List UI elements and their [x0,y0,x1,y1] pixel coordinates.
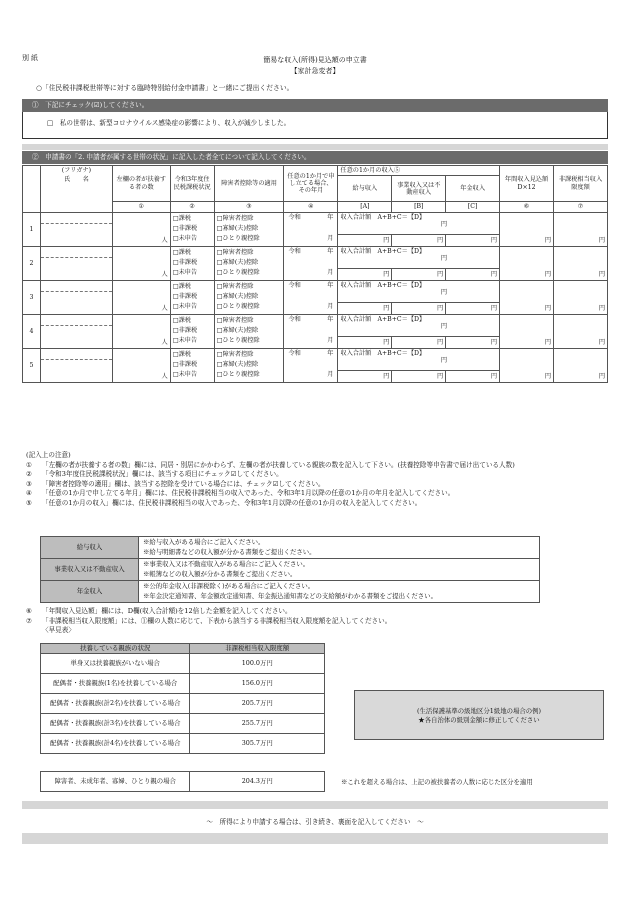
business-cell[interactable] [392,302,446,314]
note-number: ③ [26,479,32,488]
limit-status: 配偶者・扶養親族(1名)を扶養している場合 [41,674,190,694]
limit-cell[interactable] [554,246,608,280]
page-title: 簡易な収入(所得)見込額の申立書 [263,56,367,64]
income-types-table [40,536,540,603]
dependents-cell[interactable] [112,246,170,280]
header-name: (フリガナ) 氏 名 [40,166,112,213]
income-type-note-line: ※帳簿などの収入額が分かる書類をご提出ください。 [143,569,297,578]
yen-unit: 円 [490,339,498,347]
business-cell[interactable] [392,370,446,382]
page-subtitle: 【家計急変者】 [290,67,340,75]
month-cell[interactable] [284,314,338,348]
note-item [26,489,606,499]
header-num6: ⑥ [500,202,554,212]
tax-option-checkbox[interactable]: □未申告 [172,268,198,276]
income-type-note-line: ※給与明細書などの収入額が分かる書類をご提出ください。 [143,547,316,556]
total-label: 収入合計額 A+B+C＝【D】 [340,213,426,221]
note-item [26,470,606,480]
income-type-note-line: ※給与収入がある場合にご記入ください。 [143,538,265,546]
year-label: 年 [327,247,334,255]
note-number: ⑦ [26,616,32,625]
limit-status: 単身又は扶養親族がいない場合 [41,654,190,674]
limit-cell[interactable] [554,212,608,246]
month-cell[interactable] [284,246,338,280]
yen-unit: 円 [598,339,605,347]
year-label: 年 [327,315,334,323]
deduction-option-checkbox[interactable]: □ひとり親控除 [216,336,260,344]
note-text: 「年間収入見込額」欄には、D欄(収入合計額)を12倍した金額を記入してください。 [42,607,292,615]
header-annual: 年間収入見込額 D×12 [500,166,554,202]
yen-unit: 円 [383,339,390,347]
yen-unit: 円 [383,305,390,313]
yen-unit: 円 [490,237,498,245]
tax-status-cell[interactable] [170,246,214,280]
header-num2: ② [170,202,214,212]
tax-status-cell[interactable] [170,348,214,382]
header-label-b: [B] [392,202,446,212]
era-label: 令和 [288,247,301,255]
note-text: 「任意の1か月の収入」欄には、住民税非課税相当の収入であった、令和3年1月以降の任意の1か月の収入を記入してください。 [42,498,422,507]
era-label: 令和 [288,349,301,357]
limit-status: 配偶者・扶養親族(計3名)を扶養している場合 [41,714,190,734]
business-cell[interactable] [392,268,446,280]
note-number: ④ [26,489,32,498]
tax-option-checkbox[interactable]: □未申告 [172,234,198,242]
salary-cell[interactable] [338,302,392,314]
name-cell[interactable] [40,212,112,246]
header-dependents: 左欄の者が扶養する者の数 [112,166,170,202]
month-label: 月 [327,235,334,243]
note-number: ① [26,460,32,469]
name-cell[interactable] [40,348,112,382]
yen-unit: 円 [383,373,390,381]
total-cell[interactable] [338,280,500,302]
person-unit: 人 [161,373,168,381]
grey-band-footer [22,833,608,844]
month-cell[interactable] [284,280,338,314]
grey-band-bottom [22,801,608,809]
person-unit: 人 [161,271,168,279]
yen-unit: 円 [440,255,448,263]
person-unit: 人 [161,305,168,313]
income-type-label: 給与収入 [41,537,139,559]
name-cell[interactable] [40,314,112,348]
total-cell[interactable] [338,348,500,370]
yen-unit: 円 [490,373,498,381]
table-row [23,348,608,370]
annual-cell[interactable] [500,246,554,280]
header-salary: 給与収入 [338,176,392,202]
header-tax-status: 令和3年度住民税課税状況 [170,166,214,202]
header-label-c: [C] [446,202,500,212]
note-number: ⑤ [26,498,32,507]
yen-unit: 円 [437,339,444,347]
limit-extra-table [40,771,325,792]
limit-header-amount: 非課税相当収入限度額 [190,644,325,654]
yen-unit: 円 [598,271,605,279]
yen-unit: 円 [437,305,444,313]
limit-amount: 205.7万円 [190,694,325,714]
level-example-line2: ★各自治体の級別金額に修正してください [418,716,540,724]
month-cell[interactable] [284,212,338,246]
pension-cell[interactable] [446,234,500,246]
name-cell[interactable] [40,246,112,280]
salary-cell[interactable] [338,268,392,280]
total-label: 収入合計額 A+B+C＝【D】 [340,315,426,323]
person-unit: 人 [161,237,168,245]
deduction-cell[interactable] [214,280,284,314]
limit-row [41,694,325,714]
section1-bar: ① 下記にチェック(☑)してください。 [22,99,608,112]
note-number: ② [26,470,32,479]
yen-unit: 円 [598,237,605,245]
pension-cell[interactable] [446,336,500,348]
note-number: ⑥ [26,607,32,615]
header-num4: ④ [284,202,338,212]
tax-option-checkbox[interactable]: □未申告 [172,370,198,378]
yen-unit: 円 [490,305,498,313]
deduction-option-checkbox[interactable]: □ひとり親控除 [216,370,260,378]
header-blank [23,166,41,213]
limit-cell[interactable] [554,348,608,382]
income-type-notes [139,581,540,603]
deduction-option-checkbox[interactable]: □障害者控除 [216,316,254,324]
income-type-row [41,581,540,603]
header-limit: 非課税相当収入限度額 [554,166,608,202]
note-text: 「障害者控除等の適用」欄は、該当する控除を受けている場合には、チェック☑してください。 [42,479,325,488]
income-type-note-line: ※年金決定通知書、年金額改定通知書、年金振込通知書などの支給額がわかる書類をご提出ください。 [143,591,437,600]
business-cell[interactable] [392,336,446,348]
footer-text: ～ 所得により申請する場合は、引き続き、裏面を記入してください ～ [206,818,424,826]
limit-row [41,654,325,674]
yen-unit: 円 [544,373,552,381]
yen-unit: 円 [440,323,448,331]
deduction-option-checkbox[interactable]: □障害者控除 [216,282,254,290]
era-label: 令和 [288,213,301,221]
month-label: 月 [327,269,334,277]
month-label: 月 [327,303,334,311]
limit-amount: 156.0万円 [190,674,325,694]
limit-cell[interactable] [554,314,608,348]
annual-cell[interactable] [500,314,554,348]
limit-extra-status: 障害者、未成年者、寡婦、ひとり親の場合 [41,772,190,792]
side-note: ※これを超える場合は、上記の被扶養者の人数に応じた区分を適用 [341,778,533,786]
section2-bar: ② 申請書の「2. 申請者が属する世帯の状況」に記入した者全てについて記入してください。 [22,151,608,164]
note-text: 「令和3年度住民税課税状況」欄には、該当する項目にチェック☑してください。 [42,470,283,479]
total-cell[interactable] [338,246,500,268]
table-row [23,246,608,268]
pension-cell[interactable] [446,302,500,314]
note-item [26,607,606,617]
limit-status: 配偶者・扶養親族(計4名)を扶養している場合 [41,734,190,754]
income-type-notes [139,537,540,559]
row-number: 4 [23,314,41,348]
intro-text: ○「住民税非課税世帯等に対する臨時特別給付金申請書」と一緒にご提出ください。 [36,84,294,92]
deduction-cell[interactable] [214,246,284,280]
tax-option-checkbox[interactable]: □未申告 [172,302,198,310]
deduction-option-checkbox[interactable]: □障害者控除 [216,248,254,256]
note-item [26,480,606,490]
yen-unit: 円 [544,271,552,279]
era-label: 令和 [288,281,301,289]
limit-row [41,734,325,754]
month-label: 月 [327,371,334,379]
row-number: 2 [23,246,41,280]
yen-unit: 円 [544,305,552,313]
grey-band [22,144,608,150]
tax-option-checkbox[interactable]: □非課税 [172,292,198,300]
tax-status-cell[interactable] [170,212,214,246]
limit-cell[interactable] [554,280,608,314]
limit-amount: 255.7万円 [190,714,325,734]
income-type-note-line: ※事業収入又は不動産収入がある場合にご記入ください。 [143,560,310,568]
deduction-cell[interactable] [214,348,284,382]
tax-option-checkbox[interactable]: □課税 [172,316,191,324]
row-number: 1 [23,212,41,246]
deduction-cell[interactable] [214,314,284,348]
annual-cell[interactable] [500,280,554,314]
deduction-cell[interactable] [214,212,284,246]
row-number: 3 [23,280,41,314]
notes-section [26,452,606,508]
deduction-option-checkbox[interactable]: □寡婦(夫)控除 [216,258,259,266]
header-income-group: 任意の1か月の収入⑤ [338,166,500,176]
tax-option-checkbox[interactable]: □課税 [172,350,191,358]
yen-unit: 円 [437,373,444,381]
yen-unit: 円 [383,237,390,245]
deduction-option-checkbox[interactable]: □ひとり親控除 [216,302,260,310]
tax-option-checkbox[interactable]: □課税 [172,282,191,290]
tax-option-checkbox[interactable]: □非課税 [172,360,198,368]
tax-status-cell[interactable] [170,280,214,314]
annual-cell[interactable] [500,212,554,246]
tax-option-checkbox[interactable]: □非課税 [172,258,198,266]
limit-amount: 100.0万円 [190,654,325,674]
pension-cell[interactable] [446,268,500,280]
note-item [26,499,606,509]
yen-unit: 円 [437,237,444,245]
header-business: 事業収入又は不動産収入 [392,176,446,202]
notes-section-2 [26,607,606,635]
month-cell[interactable] [284,348,338,382]
limit-amount: 305.7万円 [190,734,325,754]
salary-cell[interactable] [338,234,392,246]
name-cell[interactable] [40,280,112,314]
level-example-line1: (生活保護基準の級地区分1級地の場合の例) [416,707,542,715]
note-text: 「任意の1か月で申し立てる年月」欄には、住民税非課税相当の収入であった、令和3年1月以降の任意の1か月の年月を記入してください。 [42,489,455,498]
salary-cell[interactable] [338,370,392,382]
annual-cell[interactable] [500,348,554,382]
yen-unit: 円 [440,221,448,229]
income-type-label: 年金収入 [41,581,139,603]
table-row [23,280,608,302]
yen-unit: 円 [598,305,605,313]
header-label-a: [A] [338,202,392,212]
deduction-option-checkbox[interactable]: □寡婦(夫)控除 [216,224,259,232]
deduction-option-checkbox[interactable]: □寡婦(夫)控除 [216,292,259,300]
table-row [23,314,608,336]
limit-row [41,674,325,694]
quick-ref-label: 〈早見表〉 [42,626,75,634]
deduction-option-checkbox[interactable]: □寡婦(夫)控除 [216,360,259,368]
deduction-option-checkbox[interactable]: □障害者控除 [216,214,254,222]
tax-status-cell[interactable] [170,314,214,348]
total-cell[interactable] [338,314,500,336]
header-num1: ① [112,202,170,212]
limit-status: 配偶者・扶養親族(計2名)を扶養している場合 [41,694,190,714]
business-cell[interactable] [392,234,446,246]
level-example-box [354,690,604,740]
deduction-option-checkbox[interactable]: □ひとり親控除 [216,234,260,242]
tax-option-checkbox[interactable]: □課税 [172,248,191,256]
yen-unit: 円 [598,373,605,381]
note-item [26,617,606,627]
dependents-cell[interactable] [112,348,170,382]
tax-option-checkbox[interactable]: □課税 [172,214,191,222]
limit-row [41,714,325,734]
total-cell[interactable] [338,212,500,234]
person-unit: 人 [161,339,168,347]
header-deduction: 障害者控除等の適用 [214,166,284,202]
header-month: 任意の1か月で申し立てる場合、その年月 [284,166,338,202]
header-pension: 年金収入 [446,176,500,202]
yen-unit: 円 [544,237,552,245]
year-label: 年 [327,213,334,221]
header-num3: ③ [214,202,284,212]
table-row [23,212,608,234]
income-type-label: 事業収入又は不動産収入 [41,559,139,581]
section1-statement[interactable]: □ 私の世帯は、新型コロナウイルス感染症の影響により、収入が減少しました。 [47,119,291,127]
tax-option-checkbox[interactable]: □非課税 [172,326,198,334]
dependents-cell[interactable] [112,314,170,348]
limit-table [40,643,325,754]
limit-header-status: 扶養している親族の状況 [41,644,190,654]
total-label: 収入合計額 A+B+C＝【D】 [340,349,426,357]
note-text: 「左欄の者が扶養する者の数」欄には、同居・別居にかかわらず、左欄の者が扶養している親族の数を記入して下さい。(扶養控除等申告書で届け出ている人数) [42,460,515,469]
total-label: 収入合計額 A+B+C＝【D】 [340,247,426,255]
row-number: 5 [23,348,41,382]
income-type-note-line: ※公的年金収入(非課税除く)がある場合にご記入ください。 [143,582,315,590]
note-text: 「非課税相当収入限度額」には、①欄の人数に応じて、下表から該当する非課税相当収入限度額を記入してください。 [42,616,392,625]
income-type-row [41,559,540,581]
era-label: 令和 [288,315,301,323]
yen-unit: 円 [490,271,498,279]
month-label: 月 [327,337,334,345]
pension-cell[interactable] [446,370,500,382]
salary-cell[interactable] [338,336,392,348]
household-income-table [22,165,608,383]
income-type-row [41,537,540,559]
tax-option-checkbox[interactable]: □未申告 [172,336,198,344]
note-item [26,461,606,471]
limit-extra-amount: 204.3万円 [190,772,325,792]
yen-unit: 円 [437,271,444,279]
annex-label: 別紙 [22,54,40,62]
section1-box [22,112,608,139]
total-label: 収入合計額 A+B+C＝【D】 [340,281,426,289]
deduction-option-checkbox[interactable]: □ひとり親控除 [216,268,260,276]
notes-heading: (記入上の注意) [26,451,71,459]
deduction-option-checkbox[interactable]: □寡婦(夫)控除 [216,326,259,334]
yen-unit: 円 [440,357,448,365]
deduction-option-checkbox[interactable]: □障害者控除 [216,350,254,358]
year-label: 年 [327,349,334,357]
yen-unit: 円 [440,289,448,297]
dependents-cell[interactable] [112,212,170,246]
income-type-notes [139,559,540,581]
tax-option-checkbox[interactable]: □非課税 [172,224,198,232]
yen-unit: 円 [383,271,390,279]
yen-unit: 円 [544,339,552,347]
dependents-cell[interactable] [112,280,170,314]
year-label: 年 [327,281,334,289]
header-num7: ⑦ [554,202,608,212]
